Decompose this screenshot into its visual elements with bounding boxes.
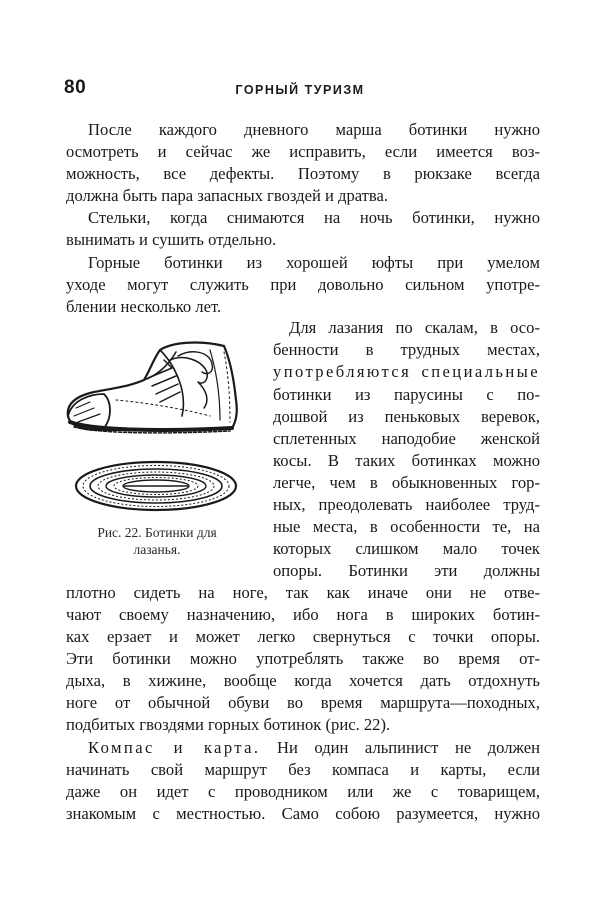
text-line: косы. В таких ботинках можно xyxy=(273,451,540,470)
text-line: сплетенных наподобие женской xyxy=(273,429,540,448)
text-line: дошвой из пеньковых веревок, xyxy=(273,407,540,426)
text-line: знакомым с местностью. Само собою разумеется, нужно xyxy=(66,804,540,823)
figure-caption-line: Рис. 22. Ботинки для xyxy=(97,525,217,540)
text-line: опоры. Ботинки эти должны xyxy=(273,561,540,580)
text-line: подбитых гвоздями горных ботинок (рис. 22). xyxy=(66,715,391,734)
text-line xyxy=(88,737,540,759)
text-line: можность, все дефекты. Поэтому в рюкзаке всегда xyxy=(66,164,540,183)
text-line: чают своему назначению, ибо нога в широких ботин- xyxy=(66,605,540,624)
text-line: ные места, в особенности те, на xyxy=(273,517,540,536)
text-line: бенности в трудных местах, xyxy=(273,340,540,359)
text-line: Горные ботинки из хорошей юфты при умелом xyxy=(88,253,540,272)
text-line: ноге от обычной обуви во время маршрута—походных, xyxy=(66,693,540,712)
text-line: уходе могут служить при довольно сильном употре- xyxy=(66,275,540,294)
text-run: Ни один альпинист не должен xyxy=(260,738,541,757)
text-line: должна быть пара запасных гвоздей и дратва. xyxy=(66,186,389,205)
text-line: легче, чем в обыкновенных гор- xyxy=(273,473,540,492)
climbing-shoes-illustration xyxy=(60,330,250,520)
text-line: Для лазания по скалам, в осо- xyxy=(289,318,540,337)
text-line: которых слишком мало точек xyxy=(273,539,540,558)
text-line: ках ерзает и может легко свернуться с точки опоры. xyxy=(66,627,540,646)
text-line: осмотреть и сейчас же исправить, если имеется воз- xyxy=(66,142,540,161)
figure-caption-line: лазанья. xyxy=(133,542,181,557)
figure-caption xyxy=(62,524,252,558)
text-line: даже он идет с проводником или же с товарищем, xyxy=(66,782,540,801)
text-line: начинать свой маршрут без компаса и карты, если xyxy=(66,760,540,779)
text-line: вынимать и сушить отдельно. xyxy=(66,230,277,249)
text-line: употребляются специальные xyxy=(273,362,540,381)
text-line: дыха, в хижине, вообще когда хочется дать отдохнуть xyxy=(66,671,540,690)
text-line: ботинки из парусины с по- xyxy=(273,385,540,404)
text-line: плотно сидеть на ноге, так как иначе они не отве- xyxy=(66,583,540,602)
running-title: ГОРНЫЙ ТУРИЗМ xyxy=(235,83,365,97)
text-line: блении несколько лет. xyxy=(66,297,222,316)
section-run-in-heading: Компас и карта. xyxy=(88,738,261,757)
text-line: Эти ботинки можно употреблять также во время от- xyxy=(66,649,540,668)
text-line: ных, преодолевать наиболее труд- xyxy=(273,495,540,514)
text-line: После каждого дневного марша ботинки нужно xyxy=(88,120,540,139)
page-number: 80 xyxy=(64,77,87,98)
text-line: Стельки, когда снимаются на ночь ботинки, нужно xyxy=(88,208,540,227)
